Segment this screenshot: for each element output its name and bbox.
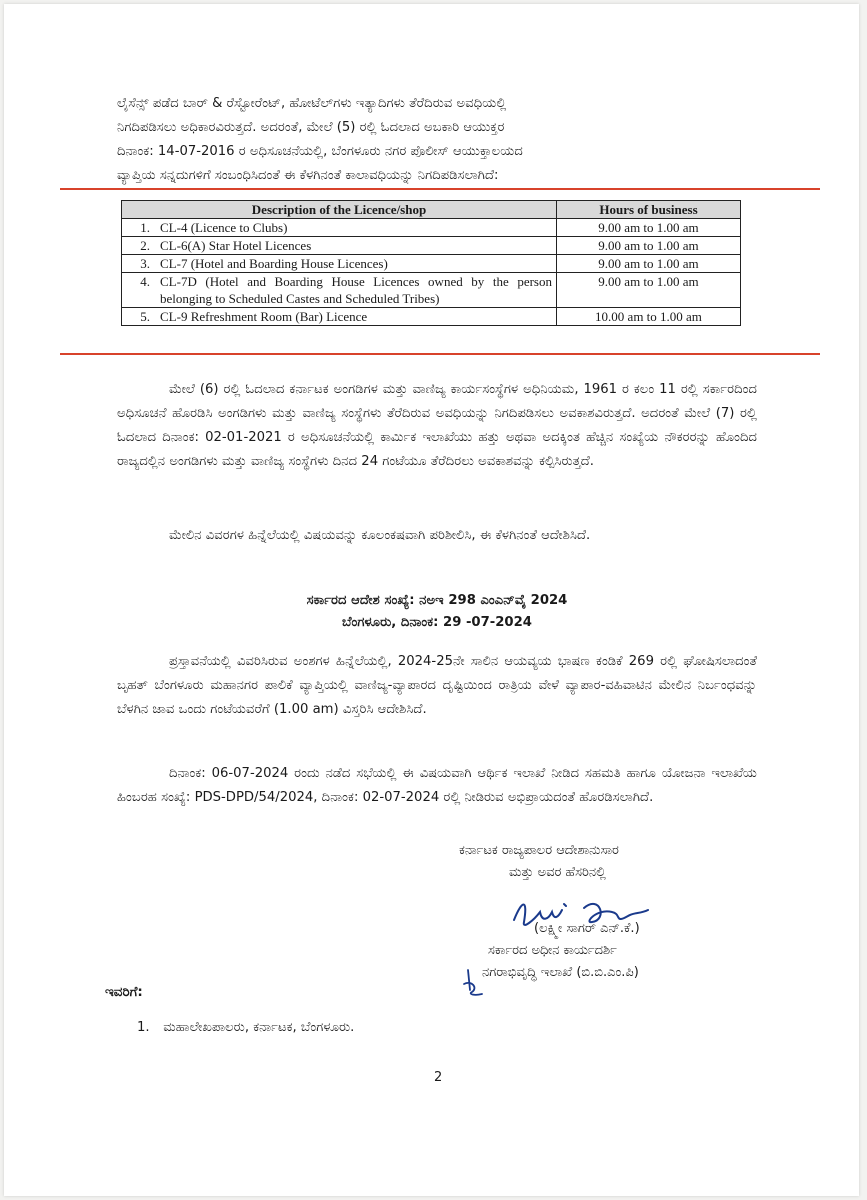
row-number: 5.: [140, 309, 150, 324]
licence-description: CL-9 Refreshment Room (Bar) Licence: [160, 309, 368, 324]
recipients-heading: ಇವರಿಗೆ:: [105, 984, 143, 1000]
examination-paragraph: ಮೇಲಿನ ವಿವರಗಳ ಹಿನ್ನೆಲೆಯಲ್ಲಿ ವಿಷಯವನ್ನು ಕೂಲಂಕಷವಾಗಿ ಪರಿಶೀಲಿಸಿ, ಈ ಕೆಳಗಿನಂತೆ ಆದೇಶಿಸಿದೆ.: [169, 528, 591, 543]
intro-paragraph: [117, 92, 777, 188]
table-row: [122, 255, 741, 273]
business-hours: 9.00 am to 1.00 am: [557, 237, 741, 255]
meeting-paragraph: ದಿನಾಂಕ: 06-07-2024 ರಂದು ನಡೆದ ಸಭೆಯಲ್ಲಿ ಈ ವಿಷಯವಾಗಿ ಆರ್ಥಿಕ ಇಲಾಖೆ ನೀಡಿದ ಸಹಮತಿ ಹಾಗೂ ಯೋಜನಾ ಇಲಾಖೆಯ ಹಿಂಬರಹ ಸಂಖ್ಯೆ: PDS-DPD/54/2024, ದಿನಾಂಕ: 02-07-2024 ರಲ್ಲಿ ನೀಡಿರುವ ಅಭಿಪ್ರಾಯದಂತೆ ಹೊರಡಿಸಲಾಗಿದೆ.: [117, 766, 757, 805]
table-row: [122, 237, 741, 255]
order-date: ಬೆಂಗಳೂರು, ದಿನಾಂಕ: 29 -07-2024: [342, 615, 532, 630]
licence-description: CL-6(A) Star Hotel Licences: [160, 238, 312, 253]
signatory-department: ನಗರಾಭಿವೃದ್ಧಿ ಇಲಾಖೆ (ಬಿ.ಬಿ.ಎಂ.ಪಿ): [482, 965, 639, 980]
signature-name-of-line: ಮತ್ತು ಅವರ ಹೆಸರಿನಲ್ಲಿ: [509, 865, 606, 880]
row-number: 1.: [140, 220, 150, 235]
licence-hours-table: [121, 200, 741, 326]
row-number: 2.: [140, 238, 150, 253]
row-number: 3.: [140, 256, 150, 271]
business-hours: 10.00 am to 1.00 am: [557, 308, 741, 326]
business-hours: 9.00 am to 1.00 am: [557, 255, 741, 273]
signatory-designation: ಸರ್ಕಾರದ ಅಧೀನ ಕಾರ್ಯದರ್ಶಿ: [488, 943, 617, 958]
signatory-name: (ಲಕ್ಷ್ಮೀ ಸಾಗರ್ ಎನ್.ಕೆ.): [534, 921, 640, 936]
business-hours: 9.00 am to 1.00 am: [557, 219, 741, 237]
intro-line: ವ್ಯಾಪ್ತಿಯ ಸನ್ನದುಗಳಿಗೆ ಸಂಬಂಧಿಸಿದಂತೆ ಈ ಕೆಳಗಿನಂತೆ ಕಾಲಾವಧಿಯನ್ನು ನಿಗದಿಪಡಿಸಲಾಗಿದೆ:: [117, 168, 499, 183]
licence-description: CL-4 (Licence to Clubs): [160, 220, 288, 235]
business-hours: 9.00 am to 1.00 am: [557, 273, 741, 308]
order-paragraph: ಪ್ರಸ್ತಾವನೆಯಲ್ಲಿ ವಿವರಿಸಿರುವ ಅಂಶಗಳ ಹಿನ್ನೆಲೆಯಲ್ಲಿ, 2024-25ನೇ ಸಾಲಿನ ಆಯವ್ಯಯ ಭಾಷಣ ಕಂಡಿಕೆ 269 ರಲ್ಲಿ ಘೋಷಿಸಲಾದಂತೆ ಬೃಹತ್ ಬೆಂಗಳೂರು ಮಹಾನಗರ ಪಾಲಿಕೆ ವ್ಯಾಪ್ತಿಯಲ್ಲಿ ವಾಣಿಜ್ಯ-ವ್ಯಾಪಾರದ ದೃಷ್ಟಿಯಿಂದ ರಾತ್ರಿಯ ವೇಳೆ ವ್ಯಾಪಾರ-ವಹಿವಾಟಿನ ಮೇಲಿನ ನಿರ್ಬಂಧವನ್ನು ಬೆಳಗಿನ ಜಾವ ಒಂದು ಗಂಟೆಯವರೆಗೆ (1.00 am) ವಿಸ್ತರಿಸಿ ಆದೇಶಿಸಿದೆ.: [117, 654, 757, 717]
table-header-row: [122, 201, 741, 219]
intro-line: ಲೈಸೆನ್ಸ್ ಪಡೆದ ಬಾರ್ & ರೆಸ್ಟೋರೆಂಟ್, ಹೋಟೆಲ್‌ಗಳು ಇತ್ಯಾದಿಗಳು ತೆರೆದಿರುವ ಅವಧಿಯಲ್ಲಿ: [117, 96, 507, 111]
row-number: 4.: [140, 274, 150, 289]
header-description: Description of the Licence/shop: [122, 201, 557, 219]
initial-mark: [460, 966, 490, 1000]
recipient-item: [137, 1020, 354, 1035]
licence-description: CL-7 (Hotel and Boarding House Licences): [160, 256, 388, 271]
intro-line: ನಿಗದಿಪಡಿಸಲು ಅಧಿಕಾರವಿರುತ್ತದೆ. ಅದರಂತೆ, ಮೇಲೆ (5) ರಲ್ಲಿ ಓದಲಾದ ಅಬಕಾರಿ ಆಯುಕ್ತರ: [117, 120, 505, 135]
intro-line: ದಿನಾಂಕ: 14-07-2016 ರ ಅಧಿಸೂಚನೆಯಲ್ಲಿ, ಬೆಂಗಳೂರು ನಗರ ಪೊಲೀಸ್ ಆಯುಕ್ತಾಲಯದ: [117, 144, 523, 159]
red-rule-top: [60, 188, 820, 190]
table-row: [122, 273, 741, 308]
signature-authority-line: ಕರ್ನಾಟಕ ರಾಜ್ಯಪಾಲರ ಆದೇಶಾನುಸಾರ: [459, 843, 619, 858]
red-rule-bottom: [60, 353, 820, 355]
licence-description: CL-7D (Hotel and Boarding House Licences owned by the person belonging to Scheduled Castes and Scheduled Tribes): [160, 274, 552, 306]
recipient-number: 1.: [137, 1020, 150, 1035]
page-number: 2: [434, 1070, 443, 1085]
recipient-text: ಮಹಾಲೇಖಪಾಲರು, ಕರ್ನಾಟಕ, ಬೆಂಗಳೂರು.: [163, 1020, 355, 1035]
table-row: [122, 219, 741, 237]
shops-act-paragraph: ಮೇಲೆ (6) ರಲ್ಲಿ ಓದಲಾದ ಕರ್ನಾಟಕ ಅಂಗಡಿಗಳ ಮತ್ತು ವಾಣಿಜ್ಯ ಕಾರ್ಯಸಂಸ್ಥೆಗಳ ಅಧಿನಿಯಮ, 1961 ರ ಕಲಂ 11 ರಲ್ಲಿ ಸರ್ಕಾರದಿಂದ ಅಧಿಸೂಚನೆ ಹೊರಡಿಸಿ ಅಂಗಡಿಗಳು ಮತ್ತು ವಾಣಿಜ್ಯ ಸಂಸ್ಥೆಗಳು ತೆರೆದಿರುವ ಅವಧಿಯನ್ನು ನಿಗದಿಪಡಿಸಲು ಅವಕಾಶವಿರುತ್ತದೆ. ಅದರಂತೆ ಮೇಲೆ (7) ರಲ್ಲಿ ಓದಲಾದ ದಿನಾಂಕ: 02-01-2021 ರ ಅಧಿಸೂಚನೆಯಲ್ಲಿ ಕಾರ್ಮಿಕ ಇಲಾಖೆಯು ಹತ್ತು ಅಥವಾ ಅದಕ್ಕಿಂತ ಹೆಚ್ಚಿನ ಸಂಖ್ಯೆಯ ನೌಕರರನ್ನು ಹೊಂದಿದ ರಾಜ್ಯದಲ್ಲಿನ ಅಂಗಡಿಗಳು ಮತ್ತು ವಾಣಿಜ್ಯ ಸಂಸ್ಥೆಗಳು ದಿನದ 24 ಗಂಟೆಯೂ ತೆರೆದಿರಲು ಅವಕಾಶವನ್ನು ಕಲ್ಪಿಸಿರುತ್ತದೆ.: [117, 382, 757, 469]
document-page: [4, 4, 859, 1196]
table-row: [122, 308, 741, 326]
header-hours: Hours of business: [557, 201, 741, 219]
order-number: ಸರ್ಕಾರದ ಆದೇಶ ಸಂಖ್ಯೆ: ನಅಇ 298 ಎಂಎನ್‌ವೈ 2024: [306, 593, 568, 608]
